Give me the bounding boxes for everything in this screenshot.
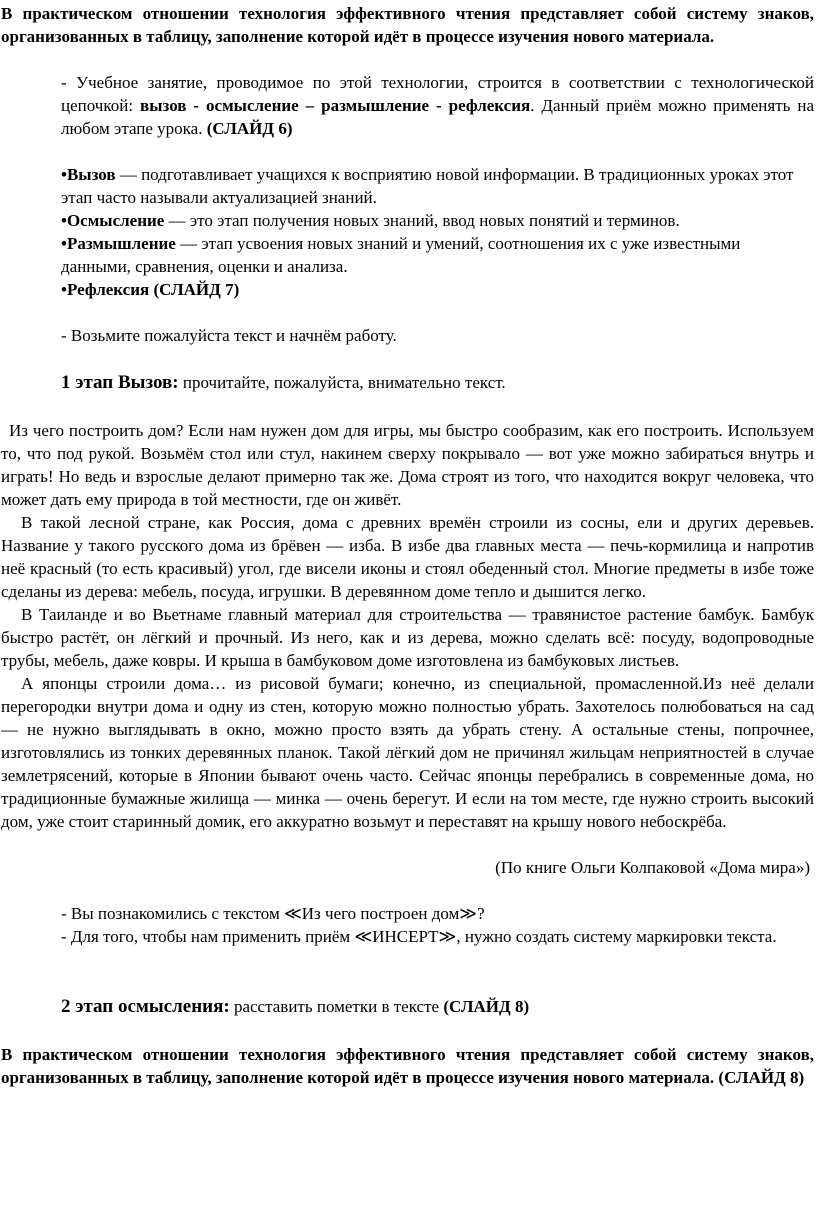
take-text-line: - Возьмите пожалуйста текст и начнём работу. [61, 326, 397, 345]
stage-item-reflection-thinking [61, 232, 814, 278]
stages-list [1, 163, 814, 301]
slide-8-label: (СЛАЙД 8) [443, 997, 530, 1016]
reading-paragraph: В такой лесной стране, как Россия, дома с древних времён строили из сосны, ели и других деревьев. Название у такого русского дома из брёвен — изба. В избе два главных места — печь-кормилица и напротив неё красный (то есть красивый) угол, где висели иконы и стоял обеденный стол. Многие предметы в избе тоже сделаны из дерева: мебель, посуда, игрушки. В деревянном доме тепло и дышится легко. [1, 513, 814, 601]
lesson-chain-paragraph [1, 71, 814, 140]
reading-paragraph: А японцы строили дома… из рисовой бумаги; конечно, из специальной, промасленной.Из неё делали перегородки внутри дома и одну из стен, которую можно полностью убрать. Захотелось полюбоваться на сад — не нужно выглядывать в окно, можно просто взять да убрать стену. А остальные стены, попрочнее, изготовлялись из тонких деревянных планок. Такой лёгкий дом не причинял жильцам неприятностей в случае землетрясений, которые в Японии бывают очень часто. Сейчас японцы перебрались в современные дома, но традиционные бумажные жилища — минка — очень берегут. И если на том месте, где нужно строить высокий дом, уже стоит старинный домик, его аккуратно возьмут и переставят на крышу нового небоскрёба. [1, 674, 814, 831]
stage-text: — подготавливает учащихся к восприятию новой информации. В традиционных уроках этот этап часто называли актуализацией знаний. [61, 165, 794, 207]
stage2-heading-line [1, 994, 814, 1020]
stage2-instruction: расставить пометки в тексте [229, 997, 444, 1016]
stage-term: •Рефлексия (СЛАЙД 7) [61, 280, 240, 299]
outro-slide-label: (СЛАЙД 8) [718, 1068, 805, 1087]
stage-term: •Осмысление [61, 211, 165, 230]
lesson-chain: вызов - осмысление – размышление - рефлексия [140, 96, 531, 115]
stage-term: •Вызов [61, 165, 116, 184]
stage-text: — это этап получения новых знаний, ввод новых понятий и терминов. [164, 211, 680, 230]
stage-text: — этап усвоения новых знаний и умений, соотношения их с уже известными данными, сравнения, оценки и анализа. [61, 234, 741, 276]
outro-lead: В практическом отношении технология эффективного чтения [1, 1045, 511, 1064]
stage-term: •Размышление [61, 234, 176, 253]
intro-rest: представляет собой систему знаков, организованных в таблицу, заполнение которой идёт в процессе изучения нового материала. [1, 4, 814, 46]
stage1-instruction: прочитайте, пожалуйста, внимательно текст. [178, 373, 506, 392]
reading-text [1, 419, 814, 833]
questions-block [1, 902, 814, 948]
stage-item-call [61, 163, 814, 209]
stage1-heading: 1 этап Вызов: [61, 372, 179, 393]
question-line: - Вы познакомились с текстом ≪Из чего построен дом≫? [61, 904, 485, 923]
outro-paragraph [1, 1043, 814, 1089]
reading-paragraph: Из чего построить дом? Если нам нужен дом для игры, мы быстро сообразим, как его построить. Используем то, что под рукой. Возьмём стол или стул, накинем сверху покрывало — вот уже можно забираться внутрь и играть! Но ведь и взрослые делают примерно так же. Дома строят из того, что находится вокруг человека, что может дать ему природа в той местности, где он живёт. [1, 421, 814, 509]
reading-paragraph: В Таиланде и во Вьетнаме главный материал для строительства — травянистое растение бамбук. Бамбук быстро растёт, он лёгкий и прочный. Из него, как и из дерева, можно сделать всё: посуду, водопроводные трубы, мебель, даже ковры. И крыша в бамбуковом доме изготовлена из бамбуковых листьев. [1, 605, 814, 670]
lesson-lead: - Учебное занятие, проводимое по этой технологии, строится в соответствии с технологической цепочкой: [61, 73, 814, 115]
stage-item-reflexion [61, 278, 814, 301]
stage2-heading: 2 этап осмысления: [61, 996, 230, 1017]
source-citation: (По книге Ольги Колпаковой «Дома мира») [495, 858, 810, 877]
intro-lead: В практическом отношении технология эффективного чтения [1, 4, 511, 23]
outro-rest: представляет собой систему знаков, организованных в таблицу, заполнение которой идёт в процессе изучения нового материала. [1, 1045, 814, 1087]
intro-paragraph [1, 2, 814, 48]
stage1-heading-line [1, 370, 814, 396]
slide-6-label: (СЛАЙД 6) [206, 119, 293, 138]
stage-item-comprehension [61, 209, 814, 232]
lesson-after: . Данный приём можно применять на любом этапе урока. [61, 96, 814, 138]
question-line: - Для того, чтобы нам применить приём ≪ИНСЕРТ≫, нужно создать систему маркировки текста. [61, 927, 777, 946]
